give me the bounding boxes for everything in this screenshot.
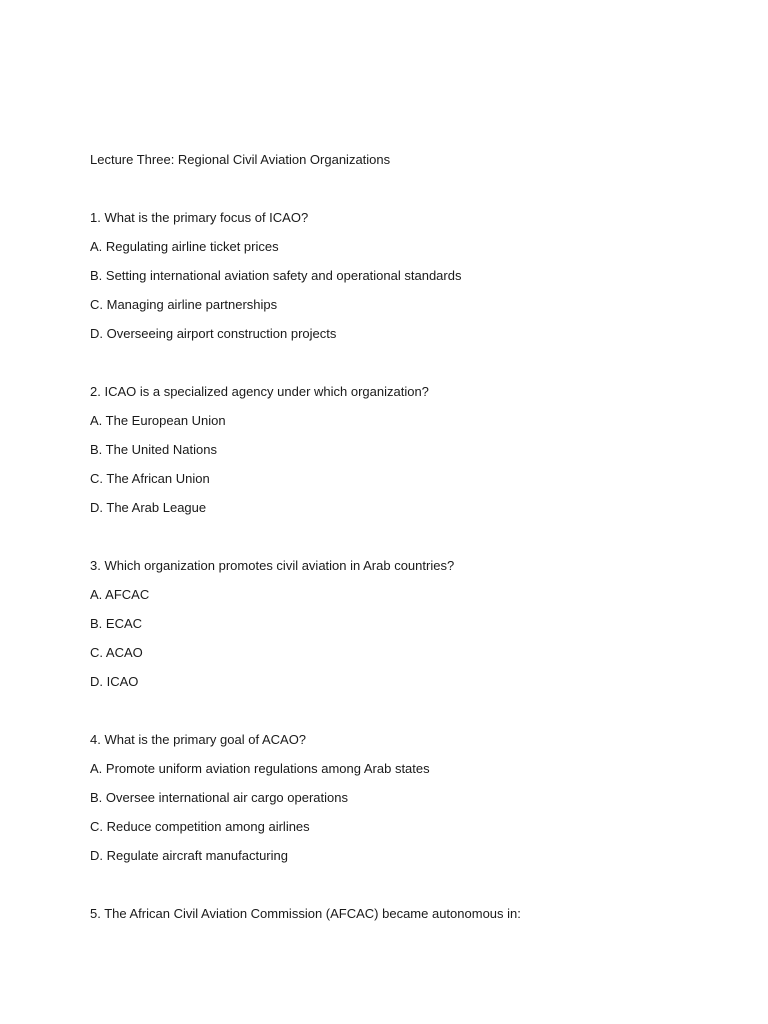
option-b: B. ECAC bbox=[90, 616, 143, 631]
option-a: A. AFCAC bbox=[90, 587, 150, 602]
question-2 bbox=[90, 383, 730, 516]
option-d: D. ICAO bbox=[90, 674, 139, 689]
question-3 bbox=[90, 557, 730, 690]
option-c: C. Managing airline partnerships bbox=[90, 297, 278, 312]
question-text: 2. ICAO is a specialized agency under which organization? bbox=[90, 384, 429, 399]
option-b: B. Oversee international air cargo operations bbox=[90, 790, 348, 805]
question-text: 5. The African Civil Aviation Commission (AFCAC) became autonomous in: bbox=[90, 906, 521, 921]
question-text: 3. Which organization promotes civil aviation in Arab countries? bbox=[90, 558, 455, 573]
question-text: 4. What is the primary goal of ACAO? bbox=[90, 732, 307, 747]
option-d: D. Overseeing airport construction projects bbox=[90, 326, 337, 341]
option-a: A. Regulating airline ticket prices bbox=[90, 239, 279, 254]
question-4 bbox=[90, 731, 730, 864]
document-title: Lecture Three: Regional Civil Aviation Organizations bbox=[90, 152, 391, 167]
question-1 bbox=[90, 209, 730, 342]
question-5 bbox=[90, 905, 730, 922]
option-c: C. The African Union bbox=[90, 471, 210, 486]
question-text: 1. What is the primary focus of ICAO? bbox=[90, 210, 309, 225]
document-page bbox=[90, 151, 730, 934]
option-d: D. Regulate aircraft manufacturing bbox=[90, 848, 288, 863]
option-a: A. The European Union bbox=[90, 413, 226, 428]
option-b: B. The United Nations bbox=[90, 442, 217, 457]
option-a: A. Promote uniform aviation regulations among Arab states bbox=[90, 761, 430, 776]
option-c: C. Reduce competition among airlines bbox=[90, 819, 310, 834]
option-d: D. The Arab League bbox=[90, 500, 207, 515]
option-c: C. ACAO bbox=[90, 645, 143, 660]
option-b: B. Setting international aviation safety and operational standards bbox=[90, 268, 462, 283]
